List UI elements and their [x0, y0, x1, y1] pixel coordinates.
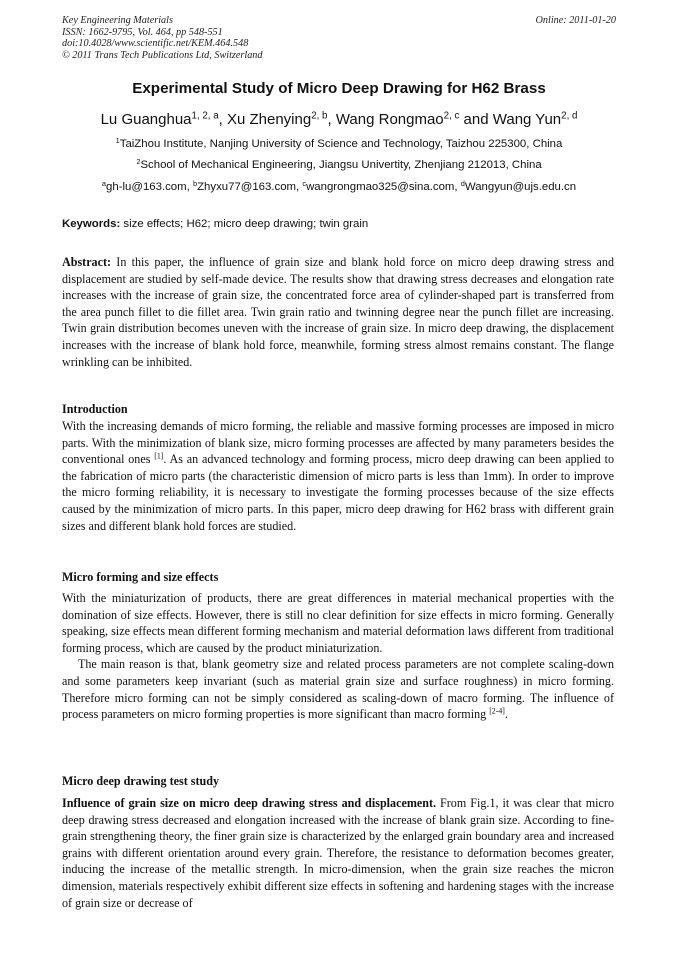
citation-ref[interactable]: [1] — [154, 451, 164, 461]
abstract-label: Abstract: — [62, 255, 112, 269]
micro-forming-body — [62, 590, 614, 723]
author-sup: 2, b — [311, 110, 328, 122]
author-sup: 2, d — [561, 110, 578, 122]
email-sup: a — [101, 178, 107, 188]
abstract — [62, 254, 614, 370]
email-address[interactable]: gh-lu@163.com, — [106, 181, 193, 193]
email-address[interactable]: Zhyxu77@163.com, — [197, 181, 303, 193]
micro-forming-para-2-end: . — [504, 707, 508, 722]
micro-forming-heading: Micro forming and size effects — [62, 570, 219, 584]
online-date: Online: 2011-01-20 — [535, 15, 616, 26]
email-address[interactable]: Wangyun@ujs.edu.cn — [464, 181, 577, 193]
affiliation-sup: 2 — [136, 156, 141, 166]
author-sep: and — [459, 111, 493, 128]
author-sup: 1, 2, a — [191, 110, 219, 122]
publication-header — [62, 15, 616, 61]
author-line — [62, 111, 616, 128]
introduction-text-cont: . As an advanced technology and forming process, micro deep drawing can been applied to the fabrication of micro parts (the characteristic dimension of micro parts is less than 1mm). In order to improve the micro forming reliability, it is necessary to investigate the forming processes because of the size effects caused by the minimization of micro parts. In this paper, micro deep drawing for H62 brass with different grain sizes and different blank hold forces are studied. — [62, 452, 615, 533]
keywords — [62, 218, 616, 230]
author-sep: , — [327, 111, 336, 128]
author-name: Wang Rongmao — [335, 111, 444, 128]
affiliation-2 — [62, 156, 616, 171]
author-name: Wang Yun — [492, 111, 562, 128]
author-sep: , — [218, 111, 227, 128]
author-name: Lu Guanghua — [100, 111, 192, 128]
test-study-text: From Fig.1, it was clear that micro deep drawing stress decreased and elongation increased with the increase of blank grain size. According to fine-grain strengthening theory, the finer grain size is characterized by the enlarged grain boundary area and increased grains with different orientation around every grain. Therefore, the resistance to deformation becomes greater, inducing the increase of the metallic strength. In micro-dimension, when the grain size reaches the micron dimension, materials respectively exhibit different size effects in softening and hardening stages with the increase of grain size or decrease of — [62, 796, 614, 910]
email-address[interactable]: wangrongmao325@sina.com, — [306, 181, 461, 193]
affiliation-text: School of Mechanical Engineering, Jiangsu Univertity, Zhenjiang 212013, China — [140, 159, 542, 171]
micro-forming-para-1: With the miniaturization of products, there are great differences in material mechanical properties with the domination of size effects. However, there is still no clear definition for size effects in micro forming. Generally speaking, size effects mean different forming mechanism and material deformation laws different from traditional forming process, which are caused by the product miniaturization. — [62, 591, 614, 655]
micro-forming-para-2-text: The main reason is that, blank geometry size and related process parameters are not complete scaling-down and some parameters keep invariant (such as material grain size and surface roughness) in micro forming. Therefore micro forming can not be simply considered as scaling-down of macro forming. The influence of process parameters on micro forming properties is more significant than macro forming — [62, 657, 614, 722]
micro-forming-para-2 — [62, 656, 614, 722]
issn-line: ISSN: 1662-9795, Vol. 464, pp 548-551 — [62, 26, 223, 38]
test-study-body — [62, 795, 614, 911]
test-study-heading: Micro deep drawing test study — [62, 774, 219, 788]
email-line — [62, 178, 616, 193]
abstract-text: In this paper, the influence of grain size and blank hold force on micro deep drawing stress and displacement are studied by self-made device. The results show that drawing stress decreases and elongation rate increases with the increase of grain size, the concentrated force area of cylinder-shaped part is transferred from the area punch fillet to die fillet area. Twin grain ratio and twinning degree near the punch fillet are increasing. Twin grain distribution becomes uneven with the increase of grain size. In micro deep drawing, the displacement increases with the increase of blank hold force, meanwhile, forming stress almost remains constant. The flange wrinkling can be inhibited. — [62, 255, 614, 369]
keywords-label: Keywords: — [62, 218, 121, 230]
journal-name: Key Engineering Materials — [62, 15, 173, 26]
introduction-text: With the increasing demands of micro forming, the reliable and massive forming processes are imposed in micro parts. With the minimization of blank size, micro forming processes are affected by many parameters besides the conventional ones — [62, 419, 614, 467]
test-study-subheading: Influence of grain size on micro deep drawing stress and displacement. — [62, 796, 437, 810]
introduction-heading: Introduction — [62, 402, 128, 416]
email-sup: c — [302, 178, 307, 188]
author-name: Xu Zhenying — [226, 111, 312, 128]
citation-ref[interactable]: [2-4] — [489, 706, 505, 716]
copyright-line: © 2011 Trans Tech Publications Ltd, Switzerland — [62, 49, 263, 61]
affiliation-1 — [62, 135, 616, 150]
email-sup: b — [192, 178, 198, 188]
keywords-text: size effects; H62; micro deep drawing; twin grain — [120, 218, 369, 230]
email-sup: d — [460, 178, 465, 188]
doi-line[interactable]: doi:10.4028/www.scientific.net/KEM.464.548 — [62, 38, 249, 50]
affiliation-text: TaiZhou Institute, Nanjing University of Science and Technology, Taizhou 225300, China — [119, 138, 563, 150]
affiliation-sup: 1 — [115, 135, 120, 145]
author-sup: 2, c — [443, 110, 460, 122]
paper-title: Experimental Study of Micro Deep Drawing for H62 Brass — [132, 80, 546, 97]
introduction-body — [62, 418, 614, 534]
